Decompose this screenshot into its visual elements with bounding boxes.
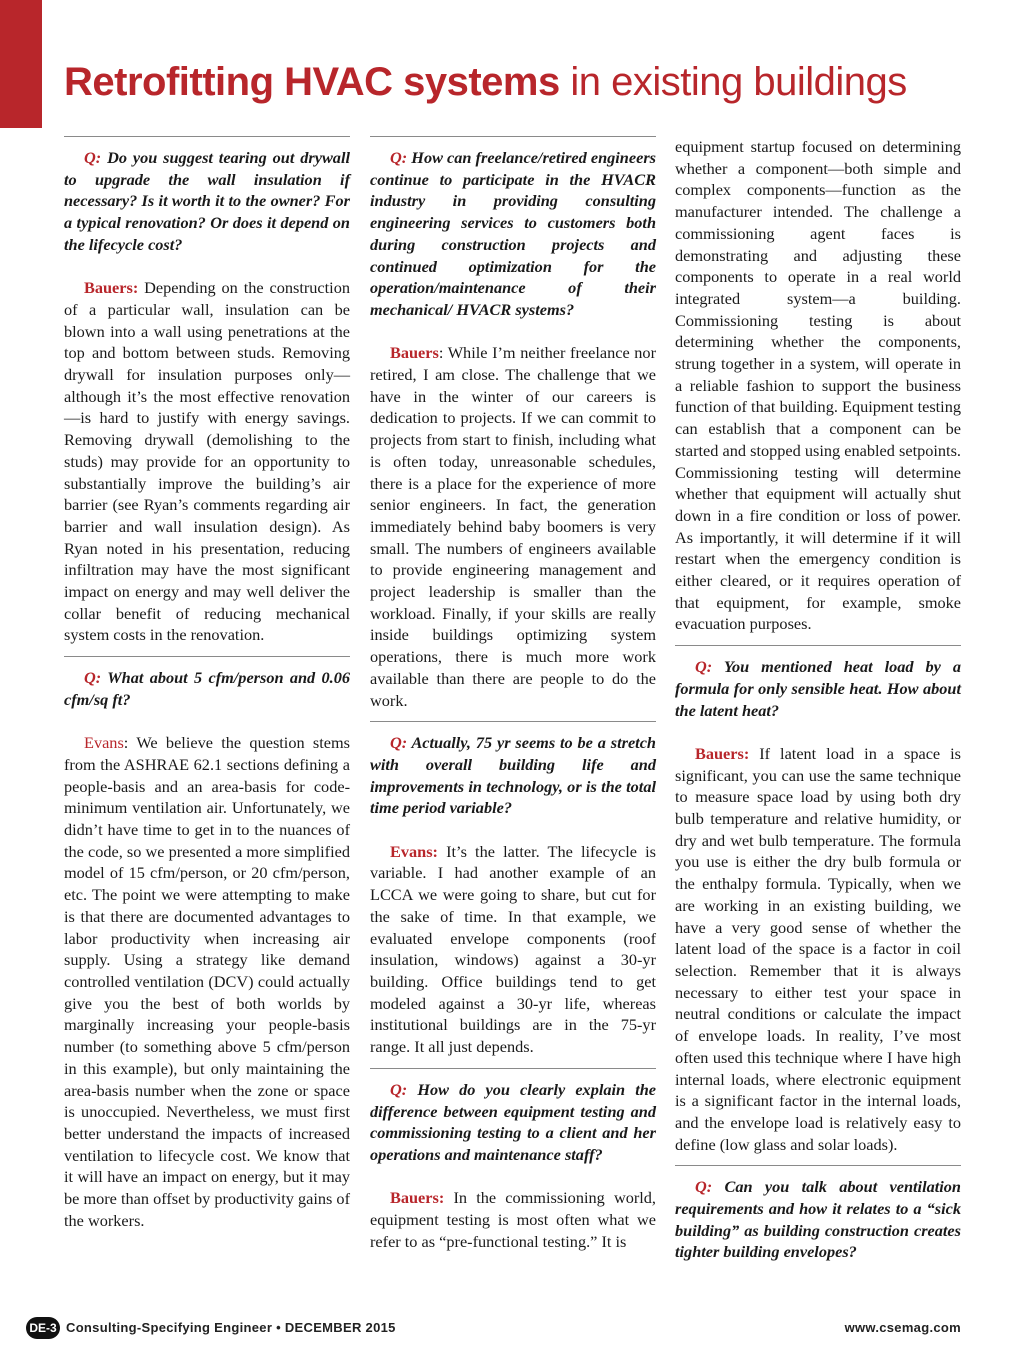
speaker-name: Evans: [84, 733, 124, 753]
column-2: [370, 136, 656, 1262]
speaker-name: Bauers: [390, 343, 439, 363]
page-footer: [0, 1316, 1024, 1340]
divider: [370, 136, 656, 137]
question: Q: Actually, 75 yr seems to be a stretch with overall building life and improvements in technology, or is the total time period variable?: [370, 733, 656, 818]
answer: Evans: It’s the latter. The lifecycle is variable. I had another example of an LCCA we were going to share, but cut for the sake of time. In that example, we evaluated envelope components (roof insulation, windows) against a 30-yr building. Office buildings tend to get modeled against a 30-yr life, whereas institutional buildings are in the 75-yr range. It all just depends.: [370, 841, 656, 1057]
question: Q: How can freelance/retired engineers continue to participate in the HVACR industry in providing consulting engineering services to customers both during construction projects and continued optimization for the operation/maintenance of their mechanical/ HVACR systems?: [370, 148, 656, 319]
accent-side-bar: [0, 0, 42, 128]
page-number-badge: DE-3: [26, 1317, 60, 1339]
answer: Evans: We believe the question stems from the ASHRAE 62.1 sections defining a people-basis and an area-basis for code-minimum ventilation air. Unfortunately, we didn’t have time to get in to the nuances of the code, so we presented a more simplified model of 15 cfm/person, or 20 cfm/person, etc. The point we were attempting to make is that there are documented advantages to labor productivity when increasing air supply. Using a strategy like demand controlled ventilation (DCV) could actually give you the best of both worlds by marginally increasing your people-basis number (to something above 5 cfm/person in this example), but only maintaining the area-basis number when the zone or space is unoccupied. Nevertheless, we must first better understand the impacts of increased ventilation to lifecycle cost. We know that it will have an impact on energy, but it may be more than offset by productivity gains of the workers.: [64, 733, 350, 1230]
column-3: [675, 136, 961, 1285]
divider: [64, 136, 350, 137]
answer: Bauers: In the commissioning world, equipment testing is most often what we refer to as “pre-functional testing.” It is: [370, 1188, 656, 1251]
question: Q: Can you talk about ventilation requirements and how it relates to a “sick building” as building construction creates tighter building envelopes?: [675, 1177, 961, 1262]
publication-line: Consulting-Specifying Engineer • DECEMBER 2015: [66, 1320, 396, 1335]
answer: Bauers: If latent load in a space is significant, you can use the same technique to measure space load by using both dry bulb temperature and relative humidity, or dry and wet bulb temperature. The formula you use is either the dry bulb formula or the enthalpy formula. Typically, when we are working in an existing building, we have a very good sense of whether the latent load of the space is a factor in coil selection. Remember that it is always necessary to either test your space in neutral conditions or calculate the impact of envelope loads. In reality, I’ve most often used this technique where I have high internal loads, where electronic equipment is a significant factor in the internal loads, and the envelope load is relatively easy to define (low glass and solar loads).: [675, 743, 961, 1154]
question: Q: You mentioned heat load by a formula for only sensible heat. How about the latent heat?: [675, 657, 962, 720]
divider: [675, 1165, 961, 1166]
answer-continued: equipment startup focused on determining whether a component—both simple and complex components—function as the manufacturer intended. The challenge a commissioning agent faces is demonstrating and adjusting these components to operate in a real world integrated system—a building. Commissioning testing is about determining whether the components, strung together in a system, will operate in a reliable fashion to support the business function of that building. Equipment testing can establish that a component can be started and stopped using enabled setpoints. Commissioning testing will determine whether that equipment will actually shut down in a fire condition or loss of power. As importantly, it will determine if it will restart when the emergency condition is either cleared, or it requires operation of that equipment, for example, smoke evacuation purposes.: [675, 137, 961, 634]
divider: [370, 1068, 656, 1069]
column-1: [64, 136, 350, 1241]
answer: Bauers: While I’m neither freelance nor retired, I am close. The challenge that we have in the winter of our careers is dedication to projects. If we can commit to projects from start to finish, including what is often today, unreasonable schedules, there is a place for the experience of more senior engineers. In fact, the generation immediately behind baby boomers is very small. The numbers of engineers available to provide engineering management and project leadership is smaller than the workload. Finally, if your skills are really inside buildings optimizing system operations, there is much more work available than there are people to do the work.: [370, 343, 656, 710]
speaker-name: Bauers:: [390, 1188, 445, 1208]
question: Q: Do you suggest tearing out drywall to upgrade the wall insulation if necessary? Is it worth it to the owner? For a typical renovation? Or does it depend on the lifecycle cost?: [64, 148, 350, 254]
website-link[interactable]: www.csemag.com: [844, 1320, 961, 1335]
title-light: in existing buildings: [570, 60, 907, 104]
divider: [675, 645, 961, 646]
title-bold: Retrofitting HVAC systems: [64, 60, 560, 104]
speaker-name: Bauers:: [695, 743, 750, 763]
question: Q: How do you clearly explain the difference between equipment testing and commissioning testing to a client and her operations and maintenance staff?: [370, 1079, 656, 1164]
question: Q: What about 5 cfm/person and 0.06 cfm/sq ft?: [64, 668, 350, 709]
divider: [370, 721, 656, 722]
answer: Bauers: Depending on the construction of a particular wall, insulation can be blown into a wall using penetrations at the top and bottom between studs. Removing drywall for insulation purposes only—although it’s the most effective renovation—is hard to justify with energy savings. Removing drywall (demolishing to the studs) may provide for an opportunity to substantially improve the building’s air barrier (see Ryan’s comments regarding air barrier and wall insulation design). As Ryan noted in his presentation, reducing infiltration may have the most significant impact on energy and may well deliver the collar benefit of reducing mechanical system costs in the renovation.: [64, 278, 350, 645]
speaker-name: Evans:: [390, 841, 438, 861]
divider: [64, 656, 350, 657]
speaker-name: Bauers:: [84, 278, 139, 298]
page-title: [64, 58, 907, 106]
